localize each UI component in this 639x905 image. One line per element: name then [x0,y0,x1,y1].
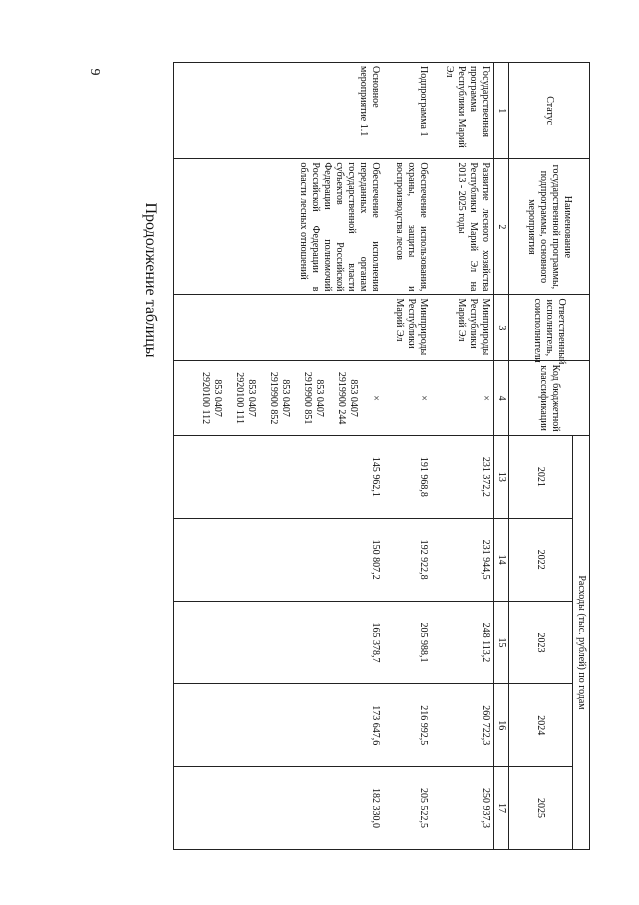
row-value: 173 647,6 [174,684,384,767]
column-number: 17 [494,767,509,850]
header-year: 2022 [509,518,573,601]
row-value: 205 522,5 [384,767,432,850]
row-code: 853 0407 2920100 111 [234,372,258,424]
column-number: 14 [494,518,509,601]
row-code: × [384,361,432,436]
row-value: 248 113,2 [432,601,494,684]
row-name: Развитие лесного хозяйства Республики Марий Эл на 2013 - 2025 годы [432,159,494,295]
row-name: Обеспечение исполнения переданных органам государственной власти субъектов Российской Федерации полномочий Российской Федерации в области лесных отношений [174,159,384,295]
row-value: 216 992,5 [384,684,432,767]
row-code: 853 0407 2919900 851 [302,371,326,425]
header-year: 2023 [509,601,573,684]
header-name: Наименование государственной программы, подпрограммы, основного мероприятия [509,159,590,295]
row-code: × [370,395,382,401]
row-value: 231 944,5 [432,518,494,601]
row-value: 250 937,3 [432,767,494,850]
table-row [384,63,432,850]
header-year: 2024 [509,684,573,767]
row-value: 150 807,2 [174,518,384,601]
header-executor: Ответственный исполнитель, соисполнители [509,295,590,361]
table-region [152,62,639,829]
header-expenses: Расходы (тыс. рублей) по годам [573,436,590,850]
row-value: 192 922,8 [384,518,432,601]
header-code: Код бюджетной классификации [509,361,590,436]
row-value: 165 378,7 [174,601,384,684]
column-number: 15 [494,601,509,684]
row-value: 231 372,2 [432,436,494,519]
row-value: 260 722,3 [432,684,494,767]
row-code: 853 0407 2919900 852 [268,371,292,425]
row-name: Обеспечение использования, охраны, защиты и воспроизводства лесов [384,159,432,295]
table-row [432,63,494,850]
continuation-caption: Продолжение таблицы [142,202,159,358]
column-number: 2 [494,159,509,295]
column-number: 16 [494,684,509,767]
row-value: 205 988,1 [384,601,432,684]
row-codes [174,361,384,436]
budget-table [173,62,590,850]
row-value: 191 968,8 [384,436,432,519]
page-number: 9 [87,68,102,76]
column-number: 4 [494,361,509,436]
row-status: Подпрограмма 1 [384,63,432,159]
header-status: Статус [509,63,590,159]
header-year: 2025 [509,767,573,850]
column-number: 3 [494,295,509,361]
row-value: 182 330,0 [174,767,384,850]
row-code: 853 0407 2919900 244 [336,371,360,425]
row-executor [174,295,384,361]
row-code: 853 0407 2920100 112 [200,372,224,425]
row-executor: Минприроды Республики Марий Эл [384,295,432,361]
row-executor: Минприроды Республики Марий Эл [432,295,494,361]
column-number: 13 [494,436,509,519]
row-code: × [432,361,494,436]
column-number: 1 [494,63,509,159]
row-value: 145 962,1 [174,436,384,519]
row-status: Государственная программа Республики Марий Эл [432,63,494,159]
table-row [174,63,384,850]
row-status: Основное мероприятие 1.1 [174,63,384,159]
header-year: 2021 [509,436,573,519]
